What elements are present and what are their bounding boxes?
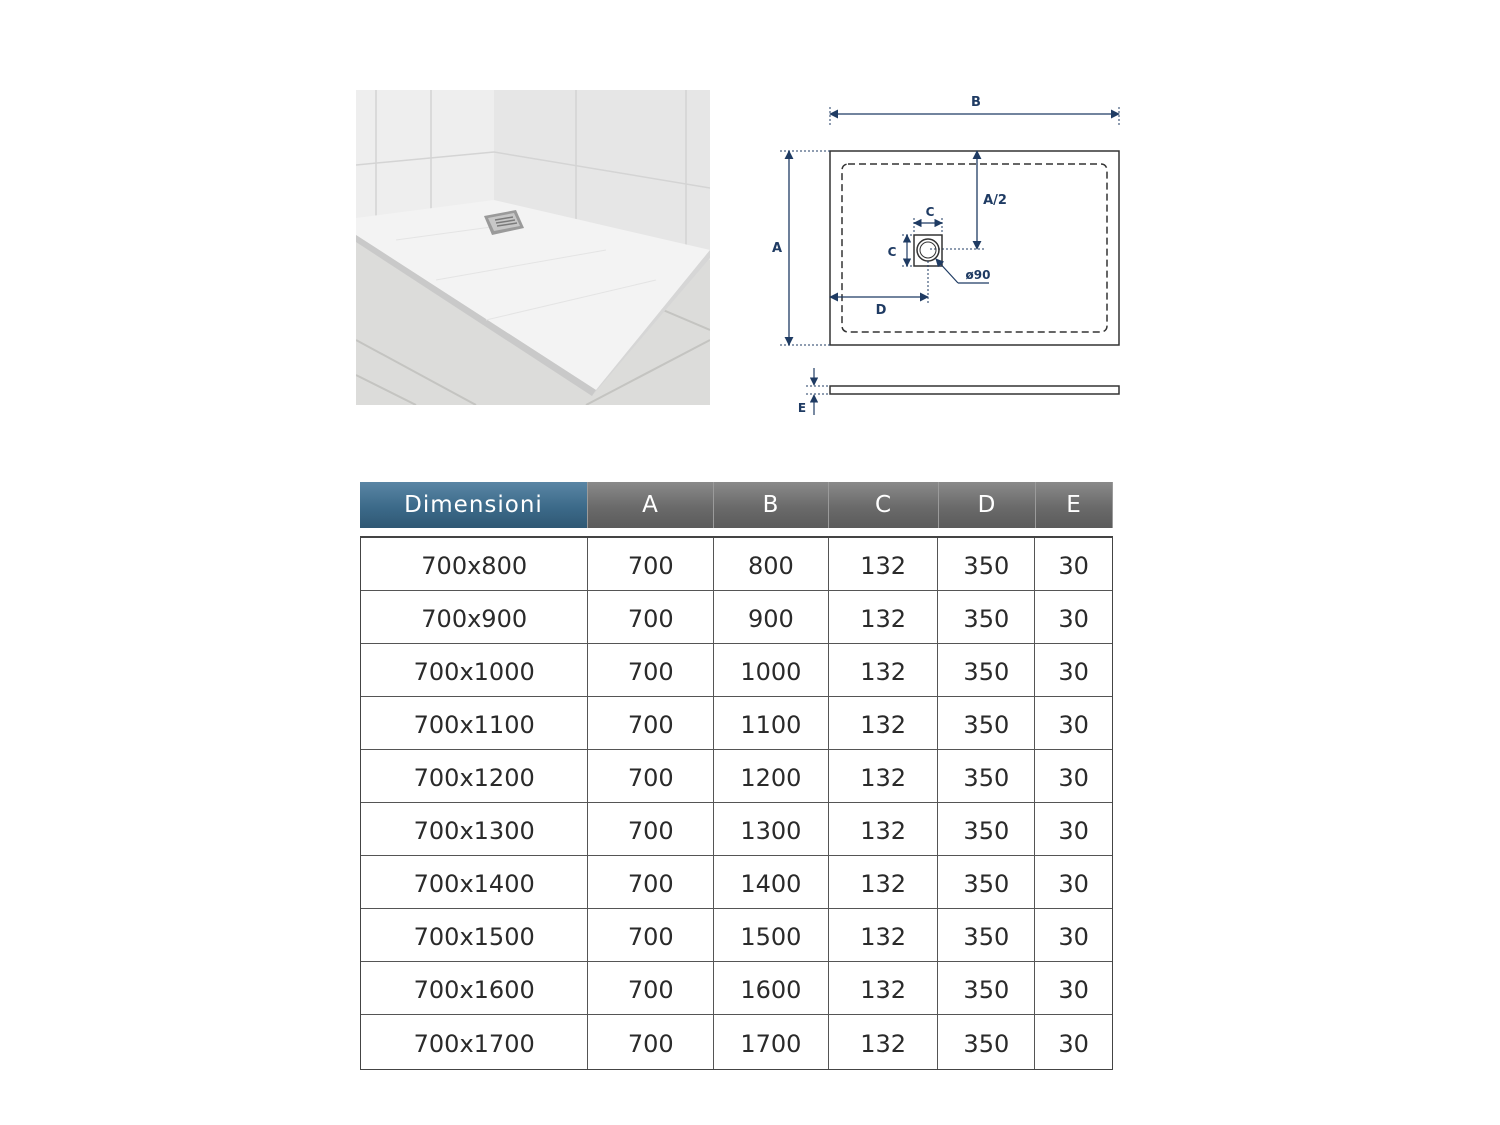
dim-label-b: B xyxy=(971,95,981,110)
dim-label-d: D xyxy=(875,303,887,318)
cell-d: 350 xyxy=(938,856,1035,908)
cell-dimensioni: 700x1000 xyxy=(361,644,588,696)
product-photo xyxy=(356,90,710,405)
table-header xyxy=(360,482,1113,528)
table-body xyxy=(360,536,1113,1070)
header-e: E xyxy=(1036,482,1113,528)
header-b: B xyxy=(714,482,829,528)
cell-b: 1000 xyxy=(714,644,829,696)
cell-d: 350 xyxy=(938,750,1035,802)
cell-c: 132 xyxy=(829,856,939,908)
cell-d: 350 xyxy=(938,803,1035,855)
cell-e: 30 xyxy=(1058,870,1089,898)
cell-b: 1500 xyxy=(714,909,829,961)
dim-label-diameter: ø90 xyxy=(965,268,991,282)
dim-label-e: E xyxy=(797,401,807,415)
cell-e: 30 xyxy=(1058,658,1089,686)
cell-c: 132 xyxy=(829,750,939,802)
cell-c: 132 xyxy=(829,803,939,855)
tray-outline xyxy=(830,151,1119,345)
cell-e: 30 xyxy=(1058,764,1089,792)
cell-b: 1600 xyxy=(714,962,829,1014)
cell-dimensioni: 700x1700 xyxy=(361,1015,588,1069)
cell-d: 350 xyxy=(938,538,1035,590)
table-row xyxy=(361,1015,1112,1069)
cell-dimensioni: 700x1400 xyxy=(361,856,588,908)
cell-d: 350 xyxy=(938,909,1035,961)
cell-dimensioni: 700x900 xyxy=(361,591,588,643)
cell-e: 30 xyxy=(1058,976,1089,1004)
shower-tray-illustration xyxy=(356,90,710,405)
cell-dimensioni: 700x1500 xyxy=(361,909,588,961)
cell-dimensioni: 700x1300 xyxy=(361,803,588,855)
cell-b: 1200 xyxy=(714,750,829,802)
cell-e: 30 xyxy=(1058,552,1089,580)
dim-label-c-top: C xyxy=(925,205,935,219)
table-row xyxy=(361,591,1112,644)
header-d: D xyxy=(939,482,1036,528)
cell-c: 132 xyxy=(829,697,939,749)
cell-e: 30 xyxy=(1058,605,1089,633)
dim-label-c-side: C xyxy=(887,245,897,259)
cell-c: 132 xyxy=(829,1015,939,1069)
table-row xyxy=(361,750,1112,803)
cell-e: 30 xyxy=(1058,1030,1089,1058)
cell-dimensioni: 700x800 xyxy=(361,538,588,590)
cell-b: 800 xyxy=(714,538,829,590)
table-row xyxy=(361,909,1112,962)
technical-drawing xyxy=(770,85,1130,425)
cell-dimensioni: 700x1200 xyxy=(361,750,588,802)
cell-a: 700 xyxy=(588,697,714,749)
cell-a: 700 xyxy=(588,750,714,802)
cell-b: 1100 xyxy=(714,697,829,749)
dim-label-a: A xyxy=(771,241,783,256)
header-dimensioni: Dimensioni xyxy=(360,482,588,528)
header-a: A xyxy=(588,482,714,528)
cell-d: 350 xyxy=(938,644,1035,696)
table-row xyxy=(361,697,1112,750)
cell-a: 700 xyxy=(588,591,714,643)
cell-a: 700 xyxy=(588,909,714,961)
cell-a: 700 xyxy=(588,856,714,908)
dim-label-a-half: A/2 xyxy=(983,193,1007,208)
cell-c: 132 xyxy=(829,909,939,961)
cell-dimensioni: 700x1600 xyxy=(361,962,588,1014)
cell-d: 350 xyxy=(938,697,1035,749)
header-c: C xyxy=(829,482,939,528)
cell-b: 900 xyxy=(714,591,829,643)
table-row xyxy=(361,962,1112,1015)
cell-d: 350 xyxy=(938,1015,1035,1069)
cell-c: 132 xyxy=(829,962,939,1014)
cell-d: 350 xyxy=(938,962,1035,1014)
cell-e: 30 xyxy=(1058,711,1089,739)
cell-c: 132 xyxy=(829,538,939,590)
cell-a: 700 xyxy=(588,538,714,590)
table-row xyxy=(361,644,1112,697)
table-row xyxy=(361,803,1112,856)
cell-a: 700 xyxy=(588,803,714,855)
cell-e: 30 xyxy=(1058,817,1089,845)
cell-b: 1400 xyxy=(714,856,829,908)
cell-e: 30 xyxy=(1058,923,1089,951)
cell-b: 1300 xyxy=(714,803,829,855)
cell-c: 132 xyxy=(829,644,939,696)
table-row xyxy=(361,856,1112,909)
cell-a: 700 xyxy=(588,1015,714,1069)
cell-b: 1700 xyxy=(714,1015,829,1069)
dimensions-table xyxy=(360,482,1113,1070)
tray-side-view xyxy=(830,386,1119,394)
cell-d: 350 xyxy=(938,591,1035,643)
cell-dimensioni: 700x1100 xyxy=(361,697,588,749)
cell-c: 132 xyxy=(829,591,939,643)
cell-a: 700 xyxy=(588,962,714,1014)
table-row xyxy=(361,538,1112,591)
cell-a: 700 xyxy=(588,644,714,696)
